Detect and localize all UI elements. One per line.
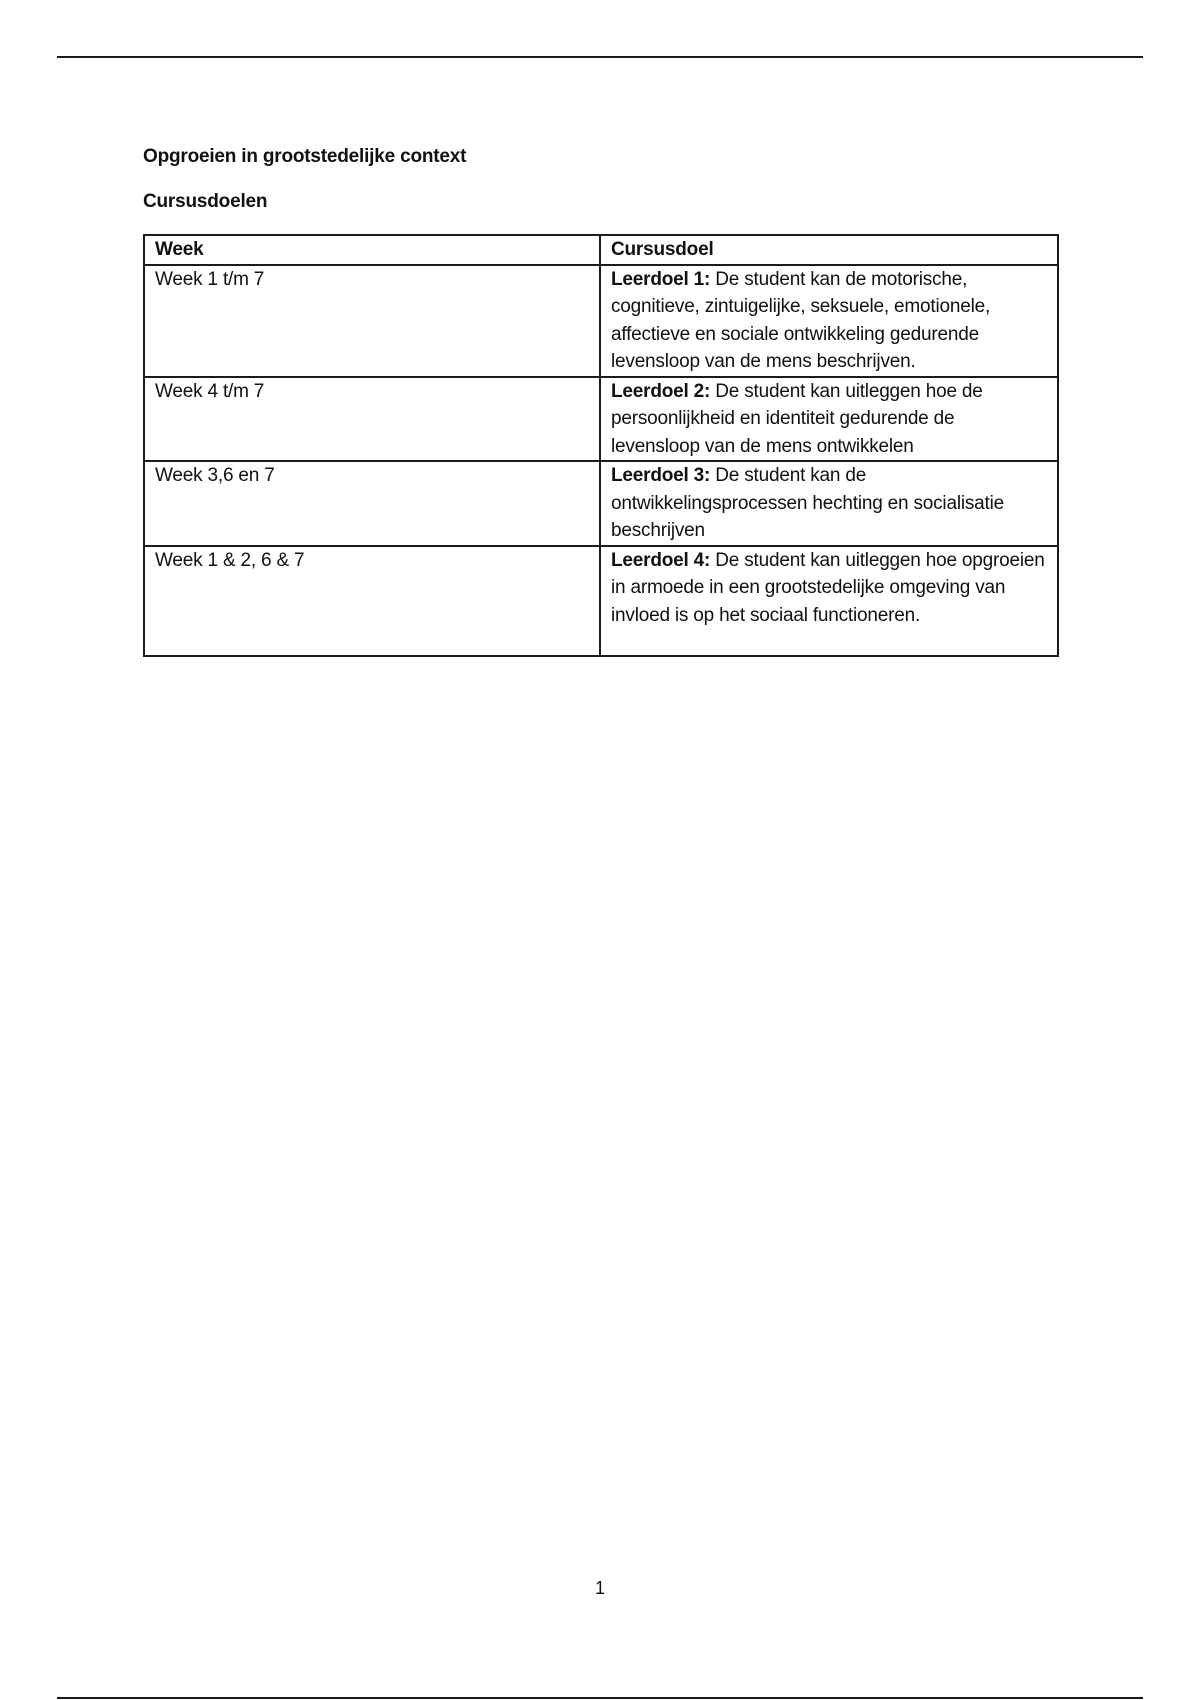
goal-label: Leerdoel 2: (611, 380, 711, 402)
week-cell: Week 3,6 en 7 (144, 461, 600, 546)
goal-cell (600, 546, 1058, 656)
document-title: Opgroeien in grootstedelijke context (143, 146, 467, 167)
week-cell: Week 1 & 2, 6 & 7 (144, 546, 600, 656)
course-goals-table (143, 234, 1059, 657)
goal-cell (600, 377, 1058, 462)
footer-rule (57, 1697, 1143, 1699)
table-header-row (144, 235, 1058, 265)
goal-label: Leerdoel 3: (611, 465, 711, 486)
goal-cell (600, 461, 1058, 546)
table-row (144, 461, 1058, 546)
page-number: 1 (594, 1578, 605, 1598)
column-header-week: Week (144, 235, 600, 265)
goal-text: De student kan de ontwikkelingsprocessen hechting en socialisatie beschrijven (611, 465, 1004, 541)
week-cell: Week 1 t/m 7 (144, 265, 600, 377)
table-row (144, 265, 1058, 377)
document-subtitle: Cursusdoelen (143, 191, 268, 212)
goal-text: De student kan de motorische, cognitieve, zintuigelijke, seksuele, emotionele, affectieve en sociale ontwikkeling gedurende levensloop van de mens beschrijven. (611, 268, 991, 372)
column-header-course-goal: Cursusdoel (600, 235, 1058, 265)
week-cell: Week 4 t/m 7 (144, 377, 600, 462)
goal-label: Leerdoel 4: (611, 549, 711, 571)
table-row (144, 377, 1058, 462)
table-row (144, 546, 1058, 656)
goal-text: De student kan uitleggen hoe de persoonlijkheid en identiteit gedurende de levensloop van de mens ontwikkelen (611, 380, 983, 457)
goal-label: Leerdoel 1: (611, 268, 711, 290)
goal-text: De student kan uitleggen hoe opgroeien in armoede in een grootstedelijke omgeving van invloed is op het sociaal functioneren. (611, 549, 1045, 626)
goal-cell (600, 265, 1058, 377)
header-rule (57, 56, 1143, 58)
